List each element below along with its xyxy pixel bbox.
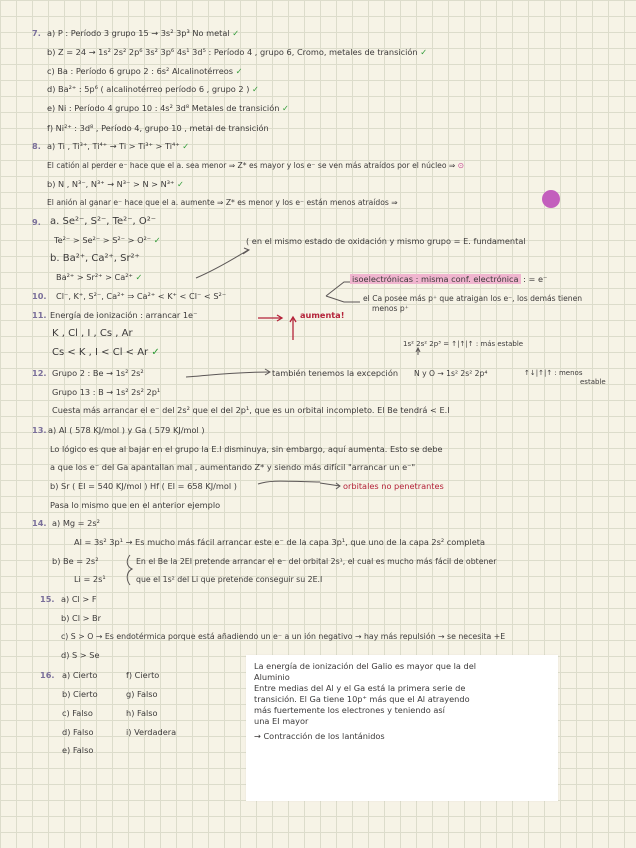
q15-d: d) S > Se [61,650,100,660]
q11-elements: K , Cl , I , Cs , Ar [52,328,133,339]
q11-aumenta: aumenta! [300,310,345,320]
q16-item: i) Verdadera [126,727,177,737]
q8-number: 8. [32,141,41,151]
q7-c: c) Ba : Período 6 grupo 2 : 6s² Alcalinotérreos ✓ [47,66,243,76]
q7-a: a) P : Período 3 grupo 15 → 3s² 3p³ No metal ✓ [47,28,240,38]
q8-a-note: El catión al perder e⁻ hace que el a. sea menor ⇒ Z* es mayor y los e⁻ se ven más atraídos por el núcleo ⇒ ⊙ [47,161,465,170]
check-icon: ✓ [153,235,161,245]
q14-b-note: En el Be la 2EI pretende arrancar el e⁻ del orbital 2s¹, el cual es mucho más fácil de obtener [136,557,497,566]
check-icon: ✓ [235,66,243,76]
q16-item: e) Falso [62,745,94,755]
arrow-ca [326,296,360,302]
q9-a: a. Se²⁻, S²⁻, Te²⁻, O²⁻ [50,216,156,227]
note-line: → Contracción de los lantánidos [254,731,385,741]
arrow-12 [186,372,270,377]
q9-number: 9. [32,217,41,227]
note-line: Aluminio [254,672,290,682]
check-icon: ✓ [151,347,160,358]
q14-a: a) Mg = 2s² [52,518,100,528]
q10-number: 10. [32,291,47,301]
q12-estable: estable [580,378,606,386]
q13-pasa: Pasa lo mismo que en el anterior ejemplo [50,500,221,510]
q15-a: a) Cl > F [61,594,97,604]
check-icon: ✓ [182,141,190,151]
q9-b: b. Ba²⁺, Ca²⁺, Sr²⁺ [50,253,140,264]
q7-f: f) Ni²⁺ : 3d⁸ , Período 4, grupo 10 , metal de transición [47,123,269,133]
q13-orbitales: orbitales no penetrantes [343,481,444,491]
q13-b: b) Sr ( EI = 540 KJ/mol ) Hf ( EI = 658 KJ/mol ) [50,481,237,491]
q12-number: 12. [32,368,47,378]
q16-item: g) Falso [126,689,158,699]
q16-item: d) Falso [62,727,94,737]
note-line: La energía de ionización del Galio es mayor que la del [254,661,477,671]
q12-g2: Grupo 2 : Be → 1s² 2s² [52,368,144,378]
note-line: transición. El Ga tiene 10p⁺ más que el Al atrayendo [254,694,470,704]
q13-l1: Lo lógico es que al bajar en el grupo la E.I disminuya, sin embargo, aquí aumenta. Esto se debe [50,444,443,454]
q16-item: c) Falso [62,708,93,718]
q16-item: f) Cierto [126,670,160,680]
q9-a-order: Te²⁻ > Se²⁻ > S²⁻ > O²⁻ ✓ [54,235,161,245]
q15-b: b) Cl > Br [61,613,102,623]
q9-b-order: Ba²⁺ > Sr²⁺ > Ca²⁺ ✓ [56,272,143,282]
note-line: una EI mayor [254,716,309,726]
q10-text: Cl⁻, K⁺, S²⁻, Ca²⁺ ⇒ Ca²⁺ < K⁺ < Cl⁻ < S²⁻ [56,291,227,301]
q7-number: 7. [32,28,41,38]
check-icon: ✓ [135,272,143,282]
check-icon: ✓ [282,103,289,113]
q14-li-note: que el 1s² del Li que pretende conseguir su 2E.I [136,575,323,584]
q10-note1: el Ca posee más p⁺ que atraigan los e⁻, los demás tienen [363,294,583,303]
q16-number: 16. [40,670,55,680]
q7-d: d) Ba²⁺ : 5p⁶ ( alcalinotérreo período 6 , grupo 2 ) ✓ [47,84,259,94]
note-line: Entre medias del Al y el Ga está la primera serie de [254,683,466,693]
q16-item: h) Falso [126,708,158,718]
q14-al: Al = 3s² 3p¹ → Es mucho más fácil arrancar este e⁻ de la capa 3p¹, que uno de la capa 2s² completa [74,537,486,547]
q7-b: b) Z = 24 → 1s² 2s² 2p⁶ 3s² 3p⁶ 4s¹ 3d⁵ : Período 4 , grupo 6, Cromo, metales de transición ✓ [47,47,428,57]
q15-c: c) S > O → Es endotérmica porque está añadiendo un e⁻ a un ión negativo → hay más repulsión → se necesita +E [61,632,506,641]
q12-excepcion: también tenemos la excepción [272,368,399,378]
q7-e: e) Ni : Período 4 grupo 10 : 4s² 3d⁸ Metales de transición ✓ [47,103,289,113]
brace-14 [127,555,132,585]
arrow-9b [196,250,248,278]
q11-order: Cs < K , I < Cl < Ar ✓ [52,347,160,358]
q16-item: b) Cierto [62,689,98,699]
q16-item: a) Cierto [62,670,98,680]
q9-a-note: ( en el mismo estado de oxidación y mismo grupo = E. fundamental [246,236,526,246]
check-icon: ✓ [232,28,240,38]
q11-text: Energía de ionización : arrancar 1e⁻ [50,310,198,320]
q8-b: b) N , N³⁻, N³⁺ → N³⁻ > N > N³⁺ ✓ [47,179,184,189]
q12-nyo-boxes: ↑↓|↑|↑ : menos [524,369,583,377]
circle-icon: ⊙ [457,161,465,170]
q14-li: Li = 2s¹ [74,574,106,584]
q9-iso: isoelectrónicas : misma conf. electrónica : = e⁻ [352,274,548,284]
q10-note2: menos p⁺ [372,304,409,313]
q8-b-note: El anión al ganar e⁻ hace que el a. aumente ⇒ Z* es menor y los e⁻ están menos atraídos ⇒ [47,198,398,207]
q14-number: 14. [32,518,47,528]
q12-nyo: N y O → 1s² 2s² 2p⁴ [414,369,488,378]
q13-number: 13. [32,425,47,435]
note-line: más fuertemente los electrones y teniendo así [254,705,445,715]
q12-g13: Grupo 13 : B → 1s² 2s² 2p¹ [52,387,161,397]
q11-conf: 1s² 2s² 2p³ = ↑|↑|↑ : más estable [403,340,524,348]
q14-b: b) Be = 2s² [52,556,99,566]
q8-a: a) Ti , Ti³⁺, Ti⁴⁺ → Ti > Ti³⁺ > Ti⁴⁺ ✓ [47,141,190,151]
iso-highlight: isoelectrónicas : misma conf. electrónica [352,274,519,284]
arrow-iso [326,282,350,296]
q13-a: a) Al ( 578 KJ/mol ) y Ga ( 579 KJ/mol ) [48,425,205,435]
q15-number: 15. [40,594,55,604]
check-icon: ✓ [252,84,259,94]
q13-l2: a que los e⁻ del Ga apantallan mal , aumentando Z* y siendo más difícil "arrancar un e⁻" [50,462,416,472]
check-icon: ✓ [420,47,428,57]
check-icon: ✓ [176,179,184,189]
q11-number: 11. [32,310,47,320]
q12-cuesta: Cuesta más arrancar el e⁻ del 2s² que el del 2p¹, que es un orbital incompleto. El Be tendrá < E.I [52,405,450,415]
